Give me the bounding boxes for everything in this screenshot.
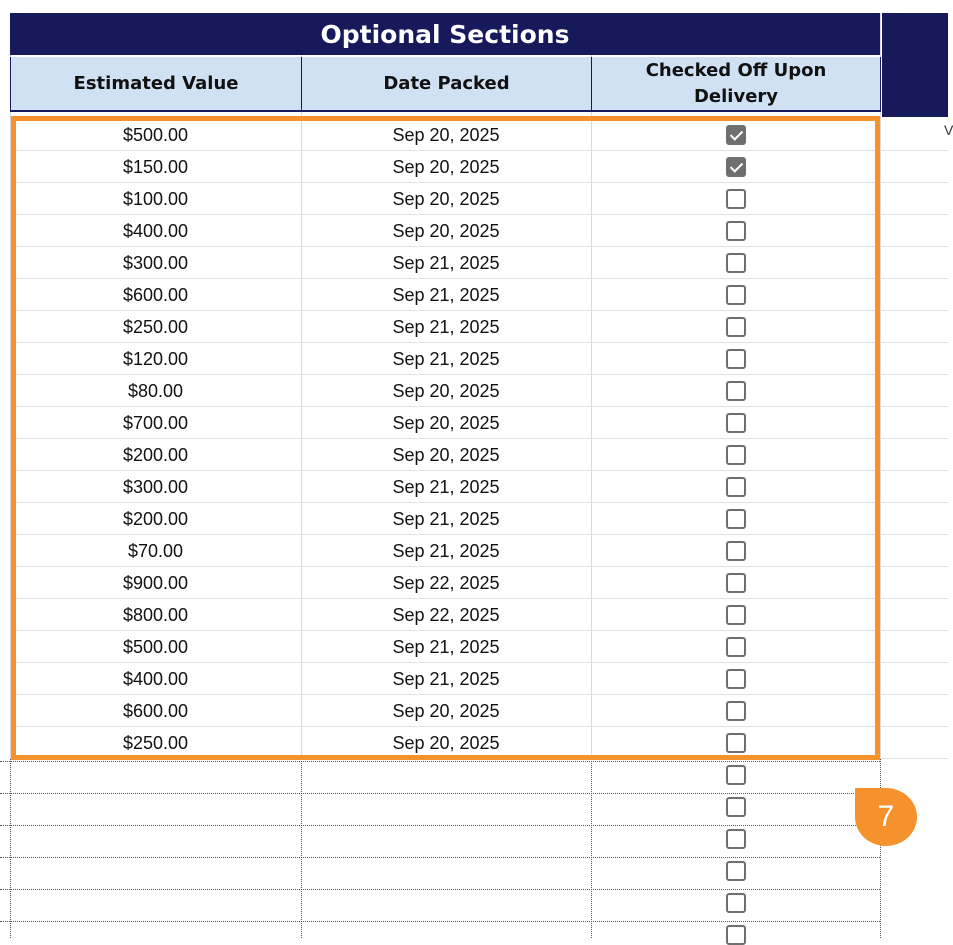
date-packed-cell[interactable]: Sep 21, 2025	[392, 540, 500, 561]
grid-row-line	[880, 406, 948, 407]
estimated-value-cell[interactable]: $400.00	[122, 220, 189, 241]
grid-row-line	[880, 310, 948, 311]
date-packed-cell[interactable]: Sep 20, 2025	[392, 732, 500, 753]
date-packed-cell[interactable]: Sep 20, 2025	[392, 124, 500, 145]
date-packed-cell[interactable]: Sep 20, 2025	[392, 700, 500, 721]
grid-row-line	[880, 182, 948, 183]
estimated-value-cell[interactable]: $70.00	[127, 540, 184, 561]
top-strip	[0, 0, 948, 13]
grid-row-line	[880, 470, 948, 471]
estimated-value-cell[interactable]: $200.00	[122, 444, 189, 465]
grid-row-line	[880, 598, 948, 599]
grid-row-line	[880, 214, 948, 215]
grid-row-line	[880, 662, 948, 663]
estimated-value-cell[interactable]: $400.00	[122, 668, 189, 689]
estimated-value-cell[interactable]: $600.00	[122, 700, 189, 721]
date-packed-cell[interactable]: Sep 21, 2025	[392, 316, 500, 337]
estimated-value-cell[interactable]: $150.00	[122, 156, 189, 177]
unchecked-checkbox[interactable]	[726, 925, 746, 945]
section-title: Optional Sections	[10, 13, 880, 55]
empty-row-border	[0, 761, 880, 762]
estimated-value-cell[interactable]: $200.00	[122, 508, 189, 529]
estimated-value-cell[interactable]: $300.00	[122, 476, 189, 497]
estimated-value-cell[interactable]: $600.00	[122, 284, 189, 305]
grid-row-line	[880, 758, 948, 759]
unchecked-checkbox[interactable]	[726, 797, 746, 817]
grid-row-line	[880, 374, 948, 375]
grid-column-dotted-line	[10, 758, 11, 938]
unchecked-checkbox[interactable]	[726, 829, 746, 849]
estimated-value-cell[interactable]: $250.00	[122, 732, 189, 753]
date-packed-cell[interactable]: Sep 22, 2025	[392, 572, 500, 593]
estimated-value-cell[interactable]: $900.00	[122, 572, 189, 593]
adjacent-cell-text: V	[944, 122, 953, 138]
empty-row-border	[0, 793, 880, 794]
estimated-value-cell[interactable]: $700.00	[122, 412, 189, 433]
unchecked-checkbox[interactable]	[726, 893, 746, 913]
date-packed-cell[interactable]: Sep 20, 2025	[392, 380, 500, 401]
empty-row-border	[0, 889, 880, 890]
grid-row-line	[880, 246, 948, 247]
date-packed-cell[interactable]: Sep 21, 2025	[392, 284, 500, 305]
grid-column-dotted-line	[591, 758, 592, 938]
date-packed-cell[interactable]: Sep 21, 2025	[392, 668, 500, 689]
date-packed-cell[interactable]: Sep 20, 2025	[392, 444, 500, 465]
date-packed-cell[interactable]: Sep 20, 2025	[392, 220, 500, 241]
grid-row-line	[880, 630, 948, 631]
grid-column-dotted-line	[301, 758, 302, 938]
date-packed-cell[interactable]: Sep 21, 2025	[392, 348, 500, 369]
date-packed-cell[interactable]: Sep 20, 2025	[392, 188, 500, 209]
grid-row-line	[880, 278, 948, 279]
date-packed-cell[interactable]: Sep 21, 2025	[392, 476, 500, 497]
date-packed-cell[interactable]: Sep 21, 2025	[392, 508, 500, 529]
estimated-value-cell[interactable]: $250.00	[122, 316, 189, 337]
adjacent-header-block	[882, 13, 948, 117]
empty-row-border	[0, 857, 880, 858]
grid-row-line	[880, 150, 948, 151]
estimated-value-cell[interactable]: $100.00	[122, 188, 189, 209]
grid-row-line	[880, 438, 948, 439]
unchecked-checkbox[interactable]	[726, 861, 746, 881]
empty-row-border	[0, 825, 880, 826]
estimated-value-cell[interactable]: $300.00	[122, 252, 189, 273]
date-packed-cell[interactable]: Sep 21, 2025	[392, 636, 500, 657]
estimated-value-cell[interactable]: $800.00	[122, 604, 189, 625]
grid-row-line	[880, 342, 948, 343]
column-header-estimated-value[interactable]: Estimated Value	[10, 57, 301, 112]
grid-row-line	[880, 566, 948, 567]
grid-row-line	[880, 694, 948, 695]
column-header-checked-off[interactable]: Checked Off Upon Delivery	[591, 57, 881, 112]
column-header-date-packed[interactable]: Date Packed	[301, 57, 591, 112]
date-packed-cell[interactable]: Sep 21, 2025	[392, 252, 500, 273]
grid-row-line	[880, 534, 948, 535]
empty-row-border	[0, 921, 880, 922]
grid-column-dotted-line	[880, 758, 881, 938]
selection-highlight	[11, 116, 880, 760]
step-badge: 7	[855, 788, 917, 846]
estimated-value-cell[interactable]: $500.00	[122, 636, 189, 657]
date-packed-cell[interactable]: Sep 20, 2025	[392, 156, 500, 177]
estimated-value-cell[interactable]: $80.00	[127, 380, 184, 401]
grid-column-line	[880, 0, 881, 758]
unchecked-checkbox[interactable]	[726, 765, 746, 785]
grid-row-line	[880, 726, 948, 727]
estimated-value-cell[interactable]: $120.00	[122, 348, 189, 369]
grid-row-line	[880, 502, 948, 503]
date-packed-cell[interactable]: Sep 20, 2025	[392, 412, 500, 433]
date-packed-cell[interactable]: Sep 22, 2025	[392, 604, 500, 625]
estimated-value-cell[interactable]: $500.00	[122, 124, 189, 145]
